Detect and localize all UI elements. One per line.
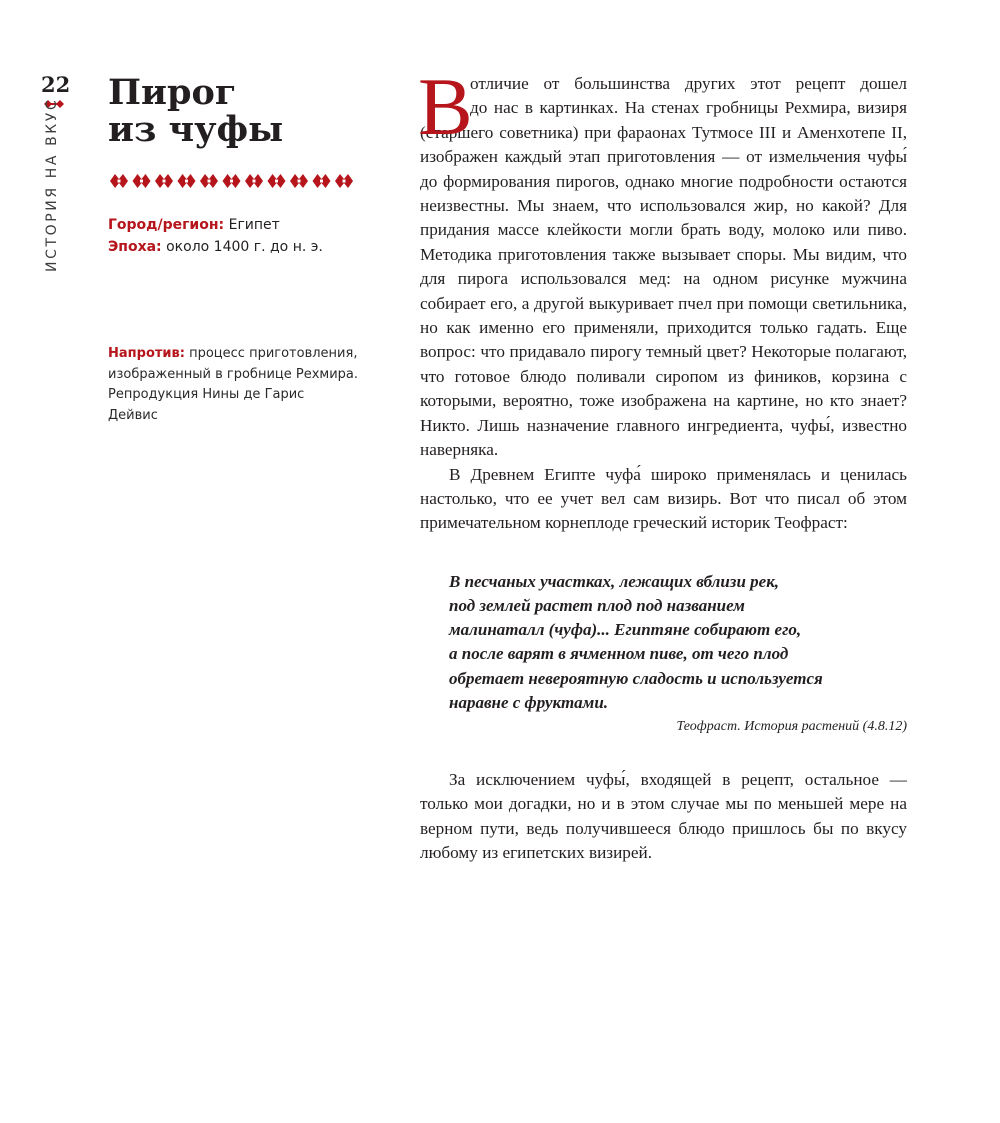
paragraph-1-rest: (старшего советника) при фараонах Тутмосе III и Аменхотепе II, изображен каждый этап приготовления — от измельчения чуфы́ до формирования пирогов, однако многие подробности остаются неизвестны. Мы знаем, что использовался жир, но какой? Для придания массе клейкости могли брать воду, молоко или пиво. Методика приготовления также вызывает споры. Мы видим, что для пирога использовался мед: на одном рисунке мужчина собирает его, а другой выкуривает пчел при помощи светильника, но как именно его применяли, приходится только гадать. Еще вопрос: что придавало пирогу темный цвет? Некоторые полагают, что готовое блюдо поливали сиропом из фиников, корзина с которыми, вероятно, тоже изображена на картине, но кто знает? Никто. Лишь назначение главного ингредиента, чуфы́, известно наверняка. <box>420 122 907 460</box>
era-label: Эпоха: <box>108 239 162 255</box>
quote-line: наравне с фруктами. <box>449 692 609 712</box>
quote-line: В песчаных участках, лежащих вблизи рек, <box>449 571 780 591</box>
quote-attribution: Теофраст. История растений (4.8.12) <box>676 718 907 734</box>
ornament-motif <box>268 174 286 188</box>
ornament-motif <box>290 174 308 188</box>
paragraph-1-line-2: до нас в картинках. На стенах гробницы Рехмира, визиря <box>470 98 907 118</box>
paragraph-2: В Древнем Египте чуфа́ широко применялась и ценилась настолько, что ее учет вел сам визирь. Вот что писал об этом примечательном корнеплоде греческий историк Теофраст: <box>420 464 907 533</box>
quote-line: а после варят в ячменном пиве, от чего плод <box>449 644 789 664</box>
page-number: 22 <box>41 72 71 97</box>
ornament-motif <box>155 174 173 188</box>
ornament-motif <box>133 174 151 188</box>
decorative-ornament-band <box>108 171 356 191</box>
block-quote <box>420 570 907 715</box>
paragraph-1 <box>418 61 907 463</box>
era-value: около 1400 г. до н. э. <box>166 239 323 255</box>
ornament-motif <box>178 174 196 188</box>
image-caption <box>108 344 358 426</box>
main-text <box>418 61 907 866</box>
caption-label: Напротив: <box>108 346 185 361</box>
era-row <box>108 236 323 258</box>
drop-cap: В <box>418 61 473 152</box>
quote-line: обретает невероятную сладость и используется <box>449 668 823 688</box>
region-row <box>108 214 323 236</box>
ornament-motif <box>200 174 218 188</box>
region-label: Город/регион: <box>108 217 225 233</box>
quote-line: под землей растет плод под названием <box>449 595 745 615</box>
ornament-motif <box>335 174 353 188</box>
quote-line: малинаталл (чуфа)... Египтяне собирают его, <box>449 620 802 640</box>
paragraph-1-line-1: отличие от большинства других этот рецепт дошел <box>470 74 907 93</box>
ornament-motif <box>245 174 263 188</box>
paragraph-3: За исключением чуфы́, входящей в рецепт, остальное — только мои догадки, но и в этом случае мы по меньшей мере на верном пути, ведь получившееся блюдо пришлось бы по вкусу любому из египетских визирей. <box>420 769 907 863</box>
region-value: Египет <box>228 217 280 233</box>
ornament-motif <box>110 174 128 188</box>
running-head: ИСТОРИЯ НА ВКУС <box>44 97 60 272</box>
recipe-meta <box>108 214 323 258</box>
recipe-title <box>108 74 283 148</box>
recipe-title-line-2: из чуфы <box>108 109 284 150</box>
recipe-title-line-1: Пирог <box>108 72 237 113</box>
caption-text: процесс приготовления, изображенный в гробнице Рехмира. Репродукция Нины де Гарис Дейвис <box>108 346 359 423</box>
ornament-motif <box>313 174 331 188</box>
ornament-motif <box>223 174 241 188</box>
